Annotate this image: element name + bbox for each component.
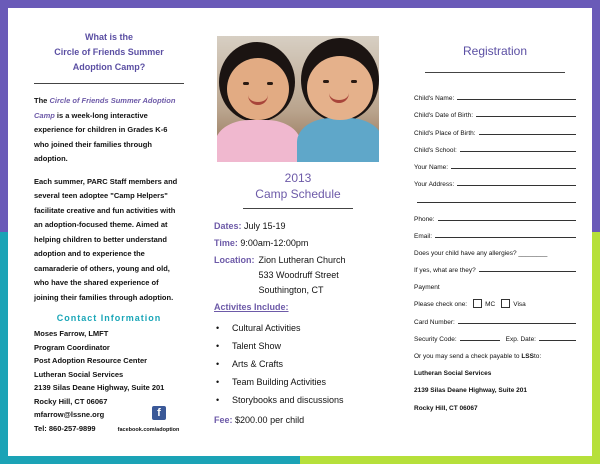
registration-panel — [400, 14, 584, 450]
location-label: Location: — [214, 255, 255, 265]
allergies-question[interactable] — [414, 240, 576, 257]
child-eye — [243, 82, 249, 85]
field-label: Exp. Date: — [505, 335, 536, 343]
time-row — [214, 236, 382, 251]
field-label: Your Name: — [414, 163, 449, 171]
mail-line: 2139 Silas Deane Highway, Suite 201 — [414, 387, 527, 395]
frame-right-lime — [592, 232, 600, 464]
address-line-2[interactable] — [414, 188, 576, 205]
phone-row — [34, 422, 184, 438]
allergies-field[interactable] — [414, 257, 576, 274]
activities-heading-text: Activites Include — [214, 302, 286, 312]
camp-name: Circle of Friends Summer Adoption Camp — [34, 96, 176, 120]
frame-right-purple — [592, 0, 600, 232]
field-line[interactable] — [476, 116, 576, 117]
location-address — [259, 253, 346, 298]
mission-paragraph: Each summer, PARC Staff members and several teen adoptee "Camp Helpers" facilitate creative and fun activities with an adoption-focused theme. Aimed at helping children to better understand adoption and to experience the camaraderie of others, young and old, who have the shared experience of joining their families through adoption. — [34, 176, 178, 302]
activity-item: • Cultural Activities — [214, 319, 382, 337]
field-label: Child's Place of Birth: — [414, 129, 476, 137]
child-shirt — [297, 118, 379, 162]
about-question-line: Circle of Friends Summer — [54, 47, 164, 57]
mail-line: Rocky Hill, CT 06067 — [414, 404, 478, 412]
field-label: Card Number: — [414, 318, 455, 326]
contact-email[interactable]: mfarrow@lssne.org — [34, 410, 105, 419]
mc-checkbox[interactable] — [473, 299, 482, 308]
activities-list — [214, 319, 382, 409]
card-type-row — [414, 291, 576, 308]
child-eye — [267, 82, 273, 85]
registration-form — [414, 85, 576, 412]
field-label: If yes, what are they? — [414, 267, 476, 275]
frame-left-teal — [0, 232, 8, 464]
fee-label: Fee: — [214, 415, 233, 425]
activity-item: • Storybooks and discussions — [214, 391, 382, 409]
field-line[interactable] — [460, 151, 576, 152]
field-label: Email: — [414, 232, 433, 240]
contact-heading: Contact Information — [56, 313, 162, 323]
intro-prefix: The — [34, 96, 48, 105]
field-label: Does your child have any allergies? ________ — [414, 249, 548, 257]
visa-label: Visa — [513, 301, 526, 309]
about-panel — [16, 14, 194, 450]
schedule-year: 2013 — [284, 171, 312, 185]
visa-checkbox[interactable] — [501, 299, 510, 308]
dates-row — [214, 219, 382, 234]
field-line[interactable] — [451, 168, 576, 169]
child-pob-field[interactable] — [414, 119, 576, 136]
time-value: 9:00am-12:00pm — [240, 238, 309, 248]
check-instructions — [414, 343, 576, 360]
activity-item: • Arts & Crafts — [214, 355, 382, 373]
mail-line: Lutheran Social Services — [414, 370, 492, 378]
child-shirt — [217, 120, 301, 162]
divider — [34, 83, 184, 84]
your-name-field[interactable] — [414, 154, 576, 171]
phone-field[interactable] — [414, 205, 576, 222]
about-question — [34, 30, 184, 75]
location-line: Zion Lutheran Church — [258, 255, 346, 265]
frame-top-left-purple — [0, 0, 300, 8]
security-code-line[interactable] — [460, 340, 500, 341]
contact-phone: Tel: 860-257-9899 — [34, 423, 96, 433]
field-label: Please check one: — [414, 301, 468, 309]
frame-left-purple — [0, 0, 8, 232]
intro-rest: is a week-long interactive experience for children in Grades K-6 who joined their families through adoption. — [34, 110, 168, 163]
frame-top-right-purple — [300, 0, 600, 8]
contact-line: Lutheran Social Services — [34, 369, 124, 379]
field-line[interactable] — [458, 323, 576, 324]
activity-item: • Team Building Activities — [214, 373, 382, 391]
child-school-field[interactable] — [414, 137, 576, 154]
contact-line: Post Adoption Resource Center — [34, 356, 148, 365]
field-label: Child's Name: — [414, 95, 455, 103]
location-line: 533 Woodruff Street — [258, 270, 339, 280]
field-label: Child's School: — [414, 146, 457, 154]
field-line[interactable] — [479, 271, 576, 272]
child-eye — [323, 80, 329, 83]
check-suffix: to: — [533, 353, 542, 360]
field-label: Phone: — [414, 215, 435, 223]
mc-label: MC — [485, 301, 496, 309]
child-face — [227, 58, 289, 120]
field-line[interactable] — [457, 185, 576, 186]
payment-label-row — [414, 274, 576, 291]
dates-value: July 15-19 — [244, 221, 286, 231]
fee-value: $200.00 per child — [235, 415, 305, 425]
frame-bottom-lime — [300, 456, 600, 464]
contact-line: Program Coordinator — [34, 342, 110, 352]
about-question-line: Adoption Camp? — [72, 62, 146, 72]
contact-line: 2139 Silas Deane Highway, Suite 201 — [34, 383, 165, 392]
child-dob-field[interactable] — [414, 102, 576, 119]
field-line[interactable] — [479, 134, 576, 135]
registration-title: Registration — [462, 44, 528, 58]
check-payee: LSS — [521, 353, 534, 360]
child-name-field[interactable] — [414, 85, 576, 102]
activity-item: • Talent Show — [214, 337, 382, 355]
location-row — [214, 253, 382, 298]
contact-block — [34, 327, 184, 437]
dates-label: Dates: — [214, 221, 242, 231]
child-eye — [351, 80, 357, 83]
your-address-field[interactable] — [414, 171, 576, 188]
card-number-field[interactable] — [414, 308, 576, 325]
child-face — [307, 56, 373, 120]
security-exp-row — [414, 326, 576, 343]
exp-date-line[interactable] — [539, 340, 576, 341]
schedule-title: Camp Schedule — [255, 187, 341, 201]
frame-bottom-teal — [0, 456, 300, 464]
children-photo — [217, 36, 379, 162]
field-line[interactable] — [435, 237, 576, 238]
location-line: Southington, CT — [258, 285, 324, 295]
contact-line: Rocky Hill, CT 06067 — [34, 396, 108, 406]
field-line[interactable] — [438, 220, 576, 221]
schedule-info — [214, 219, 382, 428]
activities-heading: Activites Include: — [214, 302, 289, 312]
field-label: Your Address: — [414, 181, 455, 189]
facebook-url[interactable]: facebook.com/adoption — [117, 426, 180, 433]
divider — [425, 72, 565, 73]
email-field[interactable] — [414, 223, 576, 240]
about-question-line: What is the — [84, 32, 133, 42]
divider — [243, 208, 353, 209]
time-label: Time: — [214, 238, 238, 248]
fee-row — [214, 413, 382, 428]
schedule-panel — [202, 14, 390, 450]
intro-paragraph — [34, 94, 184, 167]
facebook-icon[interactable]: f — [152, 406, 166, 420]
payment-label: Payment — [414, 284, 440, 292]
field-label: Child's Date of Birth: — [414, 112, 474, 120]
check-prefix: Or you may send a check payable to — [414, 353, 520, 360]
field-label: Security Code: — [414, 335, 457, 343]
field-line[interactable] — [417, 202, 576, 203]
contact-line: Moses Farrow, LMFT — [34, 329, 109, 338]
email-row — [34, 408, 184, 422]
about-text — [34, 94, 184, 305]
field-line[interactable] — [457, 99, 576, 100]
